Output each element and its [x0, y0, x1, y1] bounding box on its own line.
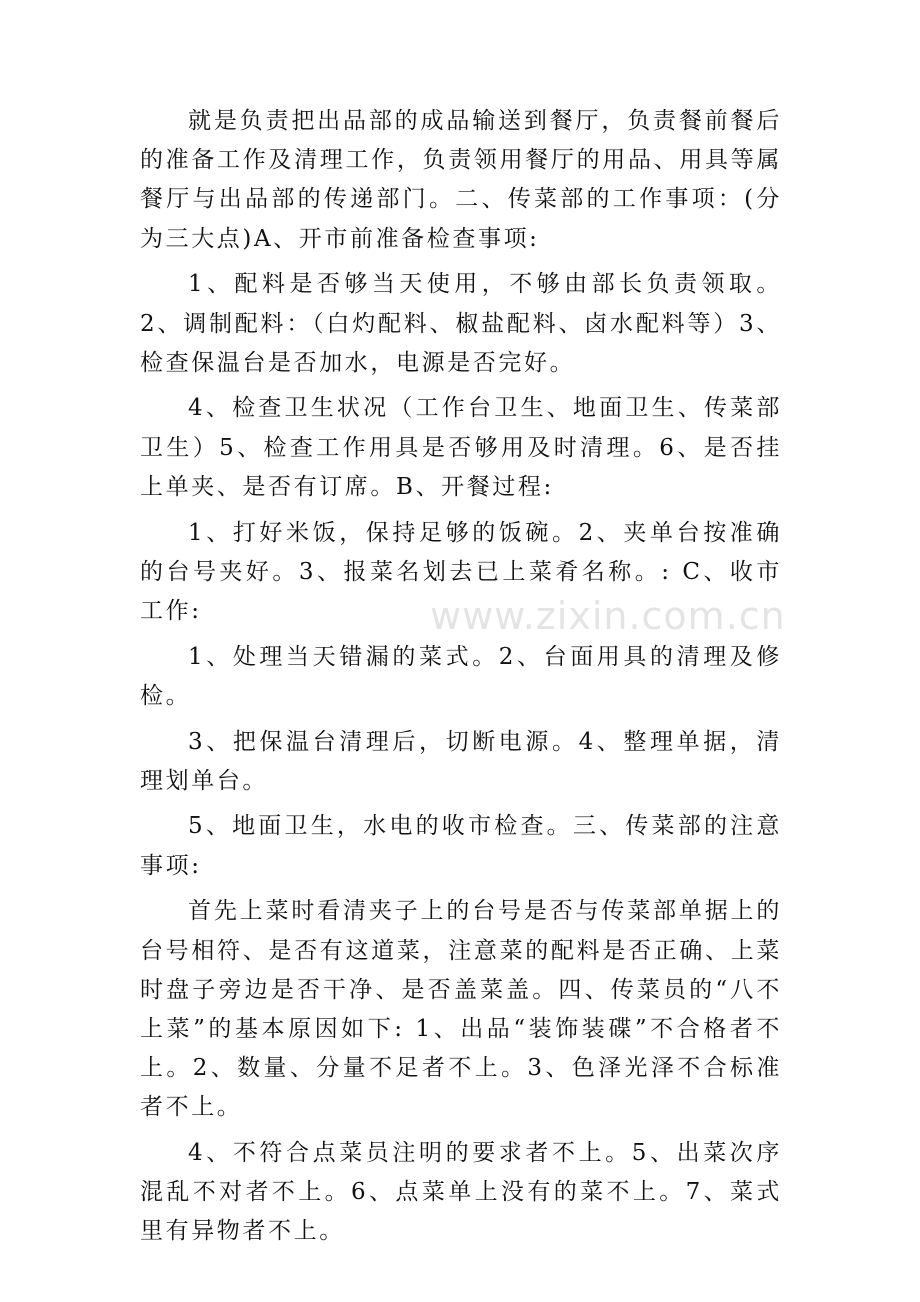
paragraph-7: 5、地面卫生，水电的收市检查。三、传菜部的注意事项:	[140, 813, 782, 879]
paragraph-8: 首先上菜时看清夹子上的台号是否与传菜部单据上的台号相符、是否有这道菜，注意菜的配料是否正确、上菜时盘子旁边是否干净、是否盖菜盖。四、传菜员的“八不上菜”的基本原因如下: 1、出品“装饰装碟”不合格者不上。2、数量、分量不足者不上。3、色泽光泽不合标准者不上。	[140, 898, 782, 1121]
paragraph-6: 3、把保温台清理后，切断电源。4、整理单据，清理划单台。	[140, 728, 782, 794]
paragraph-5: 1、处理当天错漏的菜式。2、台面用具的清理及修检。	[140, 643, 782, 709]
watermark: www.zixin.com.cn	[430, 594, 786, 638]
paragraph-9: 4、不符合点菜员注明的要求者不上。5、出菜次序混乱不对者不上。6、点菜单上没有的菜不上。7、菜式里有异物者不上。	[140, 1140, 782, 1245]
paragraph-4: 1、打好米饭，保持足够的饭碗。2、夹单台按准确的台号夹好。3、报菜名划去已上菜肴名称。: C、收市工作:	[140, 519, 782, 624]
paragraph-2: 1、配料是否够当天使用，不够由部长负责领取。2、调制配料：（白灼配料、椒盐配料、卤水配料等）3、检查保温台是否加水，电源是否完好。	[140, 271, 782, 376]
paragraph-3: 4、检查卫生状况（工作台卫生、地面卫生、传菜部卫生）5、检查工作用具是否够用及时清理。6、是否挂上单夹、是否有订席。B、开餐过程:	[140, 395, 782, 500]
paragraph-1: 就是负责把出品部的成品输送到餐厅，负责餐前餐后的准备工作及清理工作，负责领用餐厅的用品、用具等属餐厅与出品部的传递部门。二、传菜部的工作事项：(分为三大点)A、开市前准备检查事项:	[140, 108, 782, 252]
